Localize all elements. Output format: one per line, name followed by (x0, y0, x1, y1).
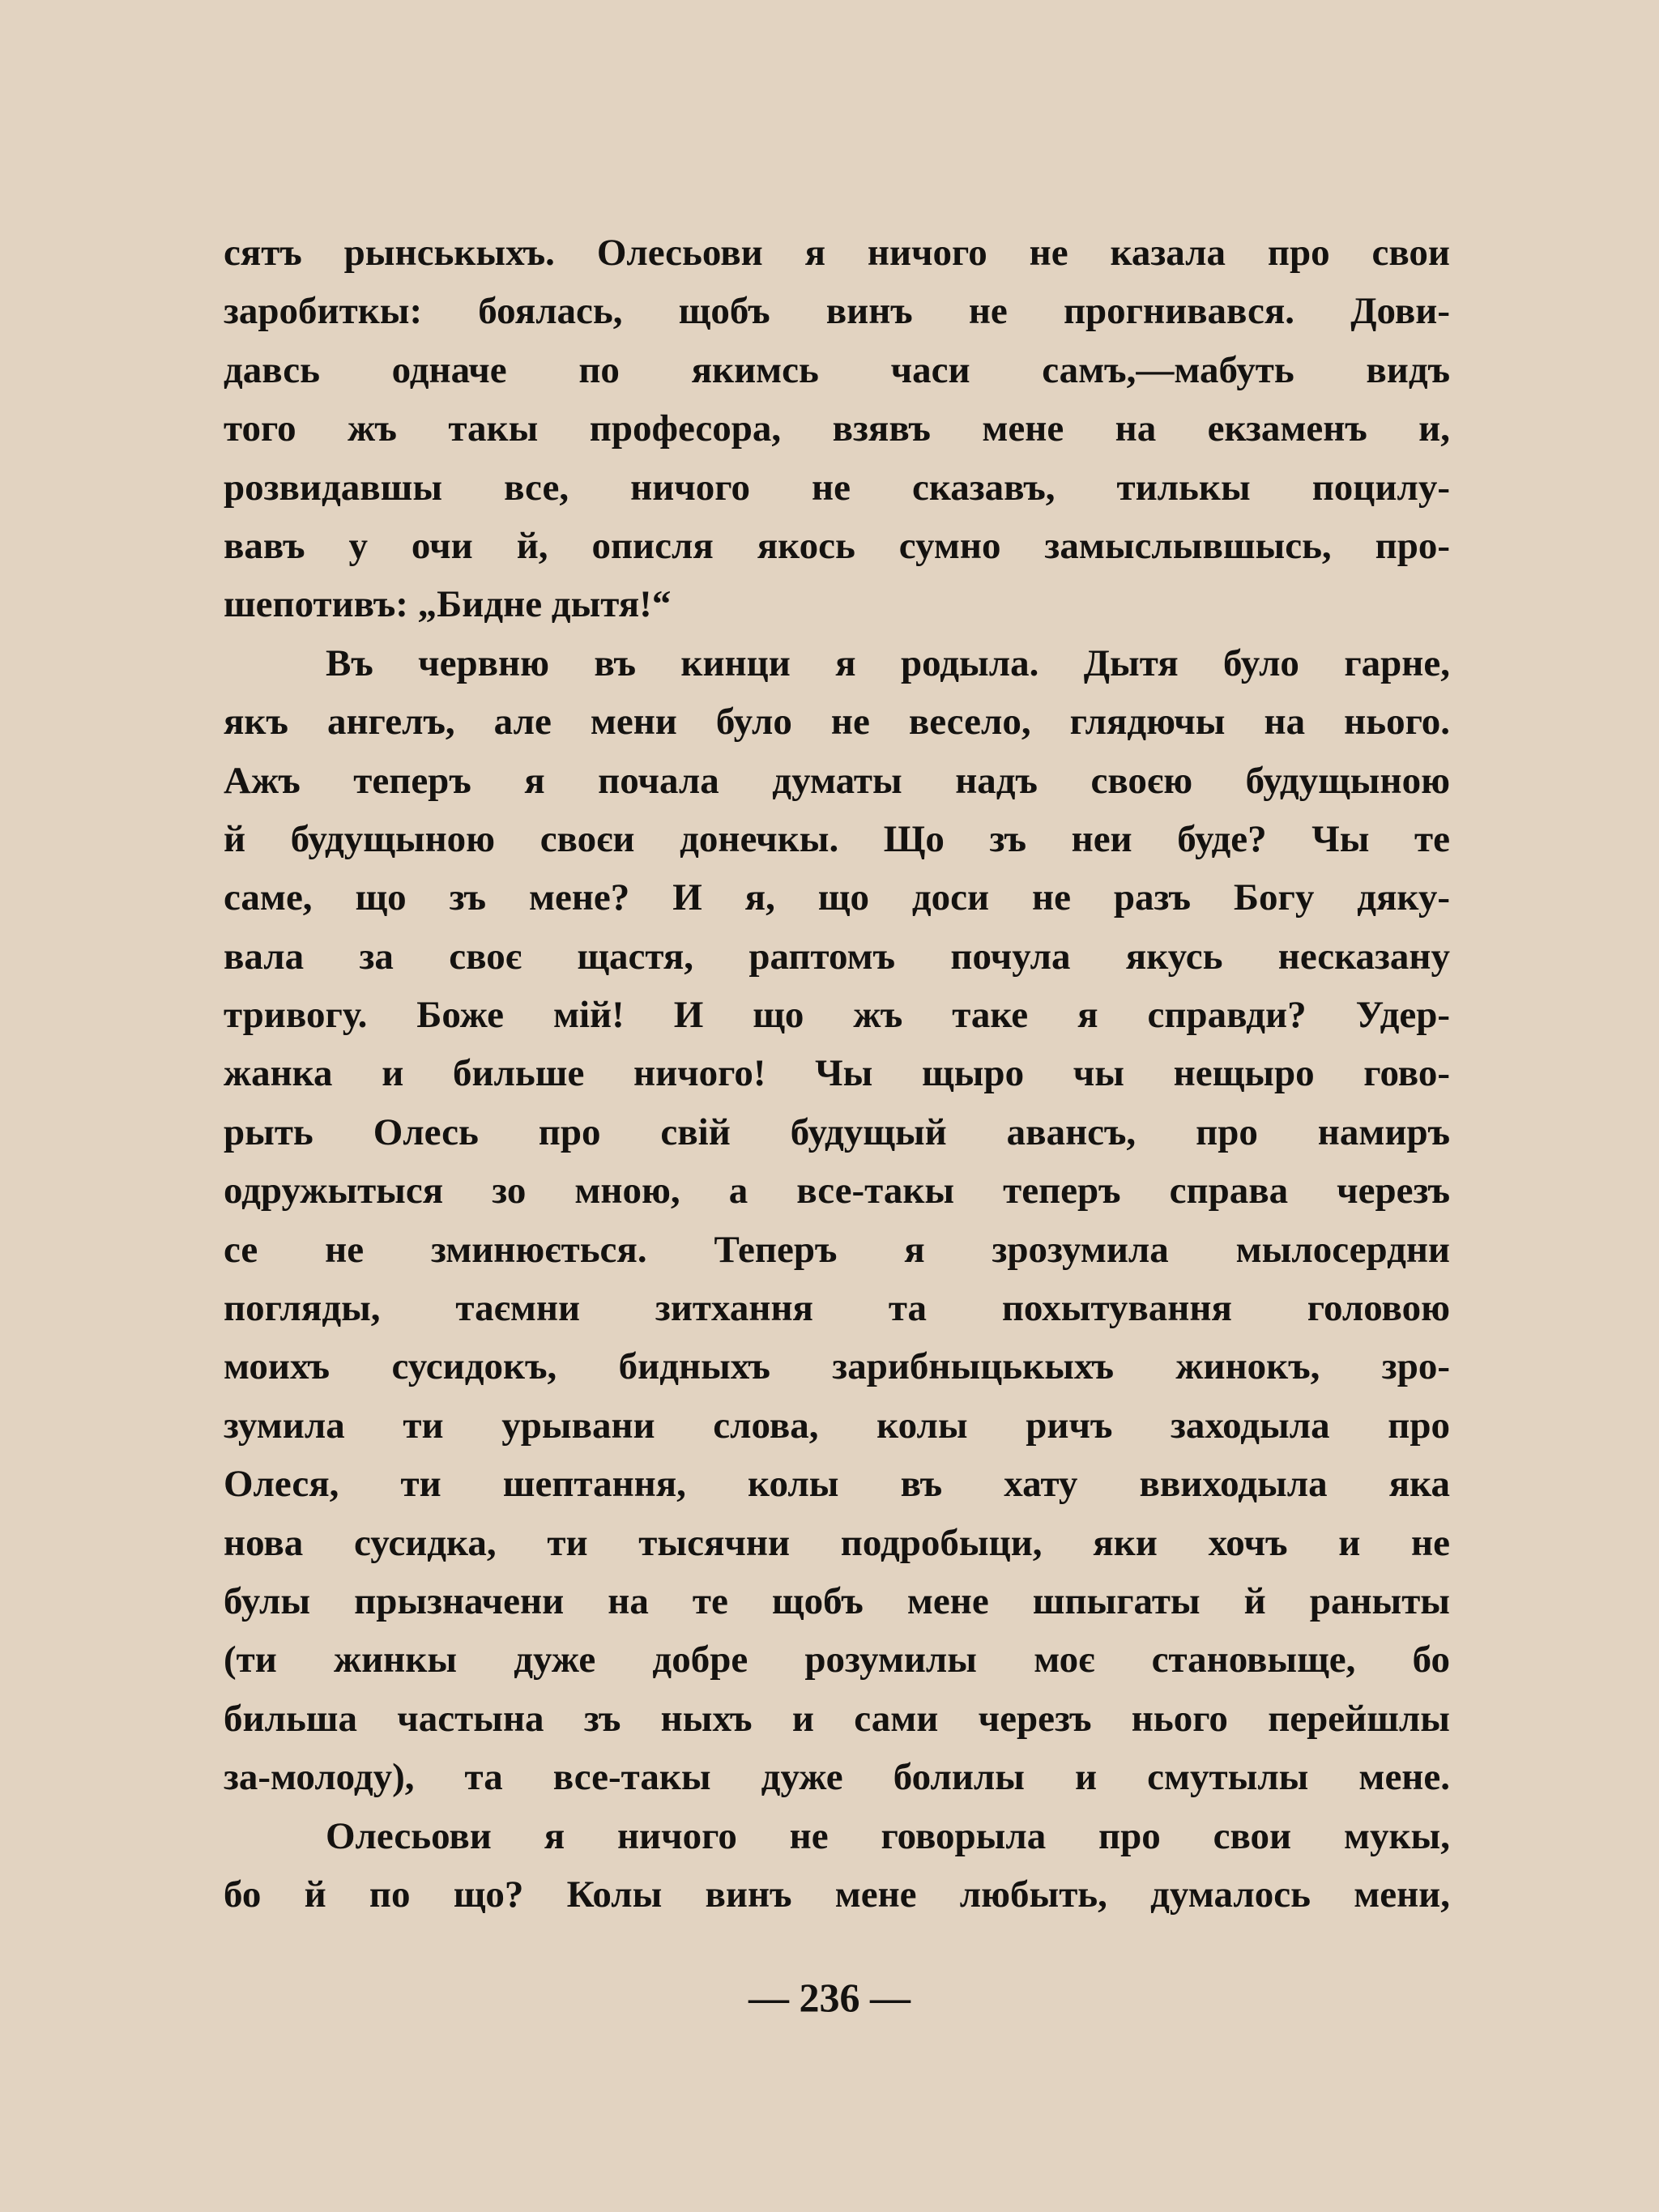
text-line: сятъ рынськыхъ. Олесьови я ничого не казала про свои (224, 232, 1450, 274)
text-line: одружытыся зо мною, а все-такы теперъ справа черезъ (224, 1170, 1450, 1213)
text-line: жанка и бильше ничого! Чы щыро чы нещыро гово- (224, 1052, 1450, 1095)
text-line: за-молоду), та все-такы дуже болилы и смутылы мене. (224, 1756, 1450, 1799)
text-line: тривогу. Боже мій! И що жъ таке я справди? Удер- (224, 994, 1450, 1037)
text-line: моихъ сусидокъ, бидныхъ зарибныцькыхъ жинокъ, зро- (224, 1345, 1450, 1388)
text-line: бо й по що? Колы винъ мене любыть, думалось мени, (224, 1873, 1450, 1916)
text-line: зумила ти урывани слова, колы ричъ заходыла про (224, 1404, 1450, 1447)
text-line: бильша частына зъ ныхъ и сами черезъ нього перейшлы (224, 1697, 1450, 1740)
text-line: саме, що зъ мене? И я, що доси не разъ Богу дяку- (224, 876, 1450, 919)
text-line: Олеся, ти шептання, колы въ хату ввиходыла яка (224, 1463, 1450, 1506)
text-line: погляды, таємни зитхання та похытування головою (224, 1287, 1450, 1330)
text-line: вала за своє щастя, раптомъ почула якусь несказану (224, 935, 1450, 978)
paragraph-start-line: Олесьови я ничого не говорыла про свои мукы, (326, 1814, 1450, 1857)
paragraph-start-line: Въ червню въ кинци я родыла. Дытя було гарне, (326, 641, 1450, 684)
body-text (224, 224, 1450, 1924)
text-line: Ажъ теперъ я почала думаты надъ своєю будущыною (224, 759, 1450, 802)
text-line: заробиткы: боялась, щобъ винъ не прогнивався. Дови- (224, 290, 1450, 333)
text-line: се не зминюється. Теперъ я зрозумила мылосердни (224, 1228, 1450, 1271)
text-line: якъ ангелъ, але мени було не весело, глядючы на нього. (224, 701, 1450, 744)
text-line: давсь одначе по якимсь часи самъ,—мабуть видъ (224, 348, 1450, 391)
text-line: й будущыною своєи донечкы. Що зъ неи буде? Чы те (224, 817, 1450, 860)
text-line: рыть Олесь про свій будущый авансъ, про намиръ (224, 1110, 1450, 1153)
text-line: нова сусидка, ти тысячни подробыци, яки хочъ и не (224, 1521, 1450, 1564)
text-line: булы прызначени на те щобъ мене шпыгаты й раныты (224, 1579, 1450, 1622)
text-line: шепотивъ: „Бидне дытя!“ (224, 583, 672, 626)
text-line: вавъ у очи й, описля якось сумно замыслывшысь, про- (224, 524, 1450, 567)
text-line: (ти жинкы дуже добре розумилы моє становыще, бо (224, 1639, 1450, 1681)
page-number: — 236 — (748, 1975, 911, 2020)
text-line: розвидавшы все, ничого не сказавъ, тилькы поцилу- (224, 466, 1450, 509)
text-line: того жъ такы професора, взявъ мене на екзаменъ и, (224, 407, 1450, 450)
